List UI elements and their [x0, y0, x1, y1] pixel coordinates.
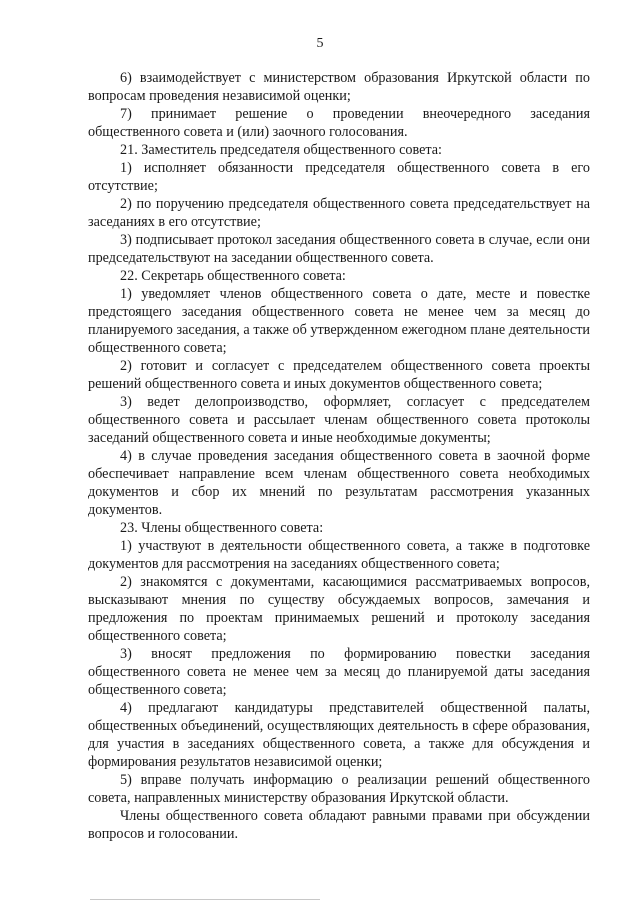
- paragraph-23-4: 4) предлагают кандидатуры представителей общественной палаты, общественных объединений, осуществляющих деятельность в сфере образования, для участия в заседаниях общественного совета, а также для обсуждения и формирования результатов независимой оценки;: [88, 700, 590, 770]
- page-number: 5: [316, 36, 324, 51]
- paragraph-21-3: 3) подписывает протокол заседания общественного совета в случае, если они председательствуют на заседании общественного совета.: [88, 232, 590, 266]
- section-21-heading: 21. Заместитель председателя общественного совета:: [120, 142, 442, 158]
- closing-paragraph: Члены общественного совета обладают равными правами при обсуждении вопросов и голосовании.: [88, 808, 590, 842]
- bottom-divider: [90, 899, 320, 900]
- paragraph-item-6: 6) взаимодействует с министерством образования Иркутской области по вопросам проведения независимой оценки;: [88, 70, 590, 104]
- paragraph-23-2: 2) знакомятся с документами, касающимися рассматриваемых вопросов, высказывают мнения по существу обсуждаемых вопросов, замечания и предложения по проектам принимаемых решений и протоколу заседания общественного совета;: [88, 574, 590, 644]
- paragraph-21-2: 2) по поручению председателя общественного совета председательствует на заседаниях в его отсутствие;: [88, 196, 590, 230]
- paragraph-23-5: 5) вправе получать информацию о реализации решений общественного совета, направленных министерству образования Иркутской области.: [88, 772, 590, 806]
- paragraph-item-7: 7) принимает решение о проведении внеочередного заседания общественного совета и (или) заочного голосования.: [88, 106, 590, 140]
- paragraph-21-1: 1) исполняет обязанности председателя общественного совета в его отсутствие;: [88, 160, 590, 194]
- document-body: [88, 69, 590, 843]
- section-23-heading: 23. Члены общественного совета:: [120, 520, 324, 536]
- paragraph-22-2: 2) готовит и согласует с председателем общественного совета проекты решений общественного совета и иных документов общественного совета;: [88, 358, 590, 392]
- paragraph-22-3: 3) ведет делопроизводство, оформляет, согласует с председателем общественного совета и рассылает членам общественного совета протоколы заседаний общественного совета и иные необходимые документы;: [88, 394, 590, 446]
- paragraph-23-3: 3) вносят предложения по формированию повестки заседания общественного совета не менее чем за месяц до планируемой даты заседания общественного совета;: [88, 646, 590, 698]
- paragraph-22-4: 4) в случае проведения заседания общественного совета в заочной форме обеспечивает направление всем членам общественного совета необходимых документов и сбор их мнений по результатам рассмотрения указанных документов.: [88, 448, 590, 518]
- paragraph-22-1: 1) уведомляет членов общественного совета о дате, месте и повестке предстоящего заседания общественного совета не менее чем за месяц до планируемого заседания, а также об утвержденном ежегодном плане деятельности общественного совета;: [88, 286, 590, 356]
- paragraph-23-1: 1) участвуют в деятельности общественного совета, а также в подготовке документов для рассмотрения на заседаниях общественного совета;: [88, 538, 590, 572]
- section-22-heading: 22. Секретарь общественного совета:: [120, 268, 346, 284]
